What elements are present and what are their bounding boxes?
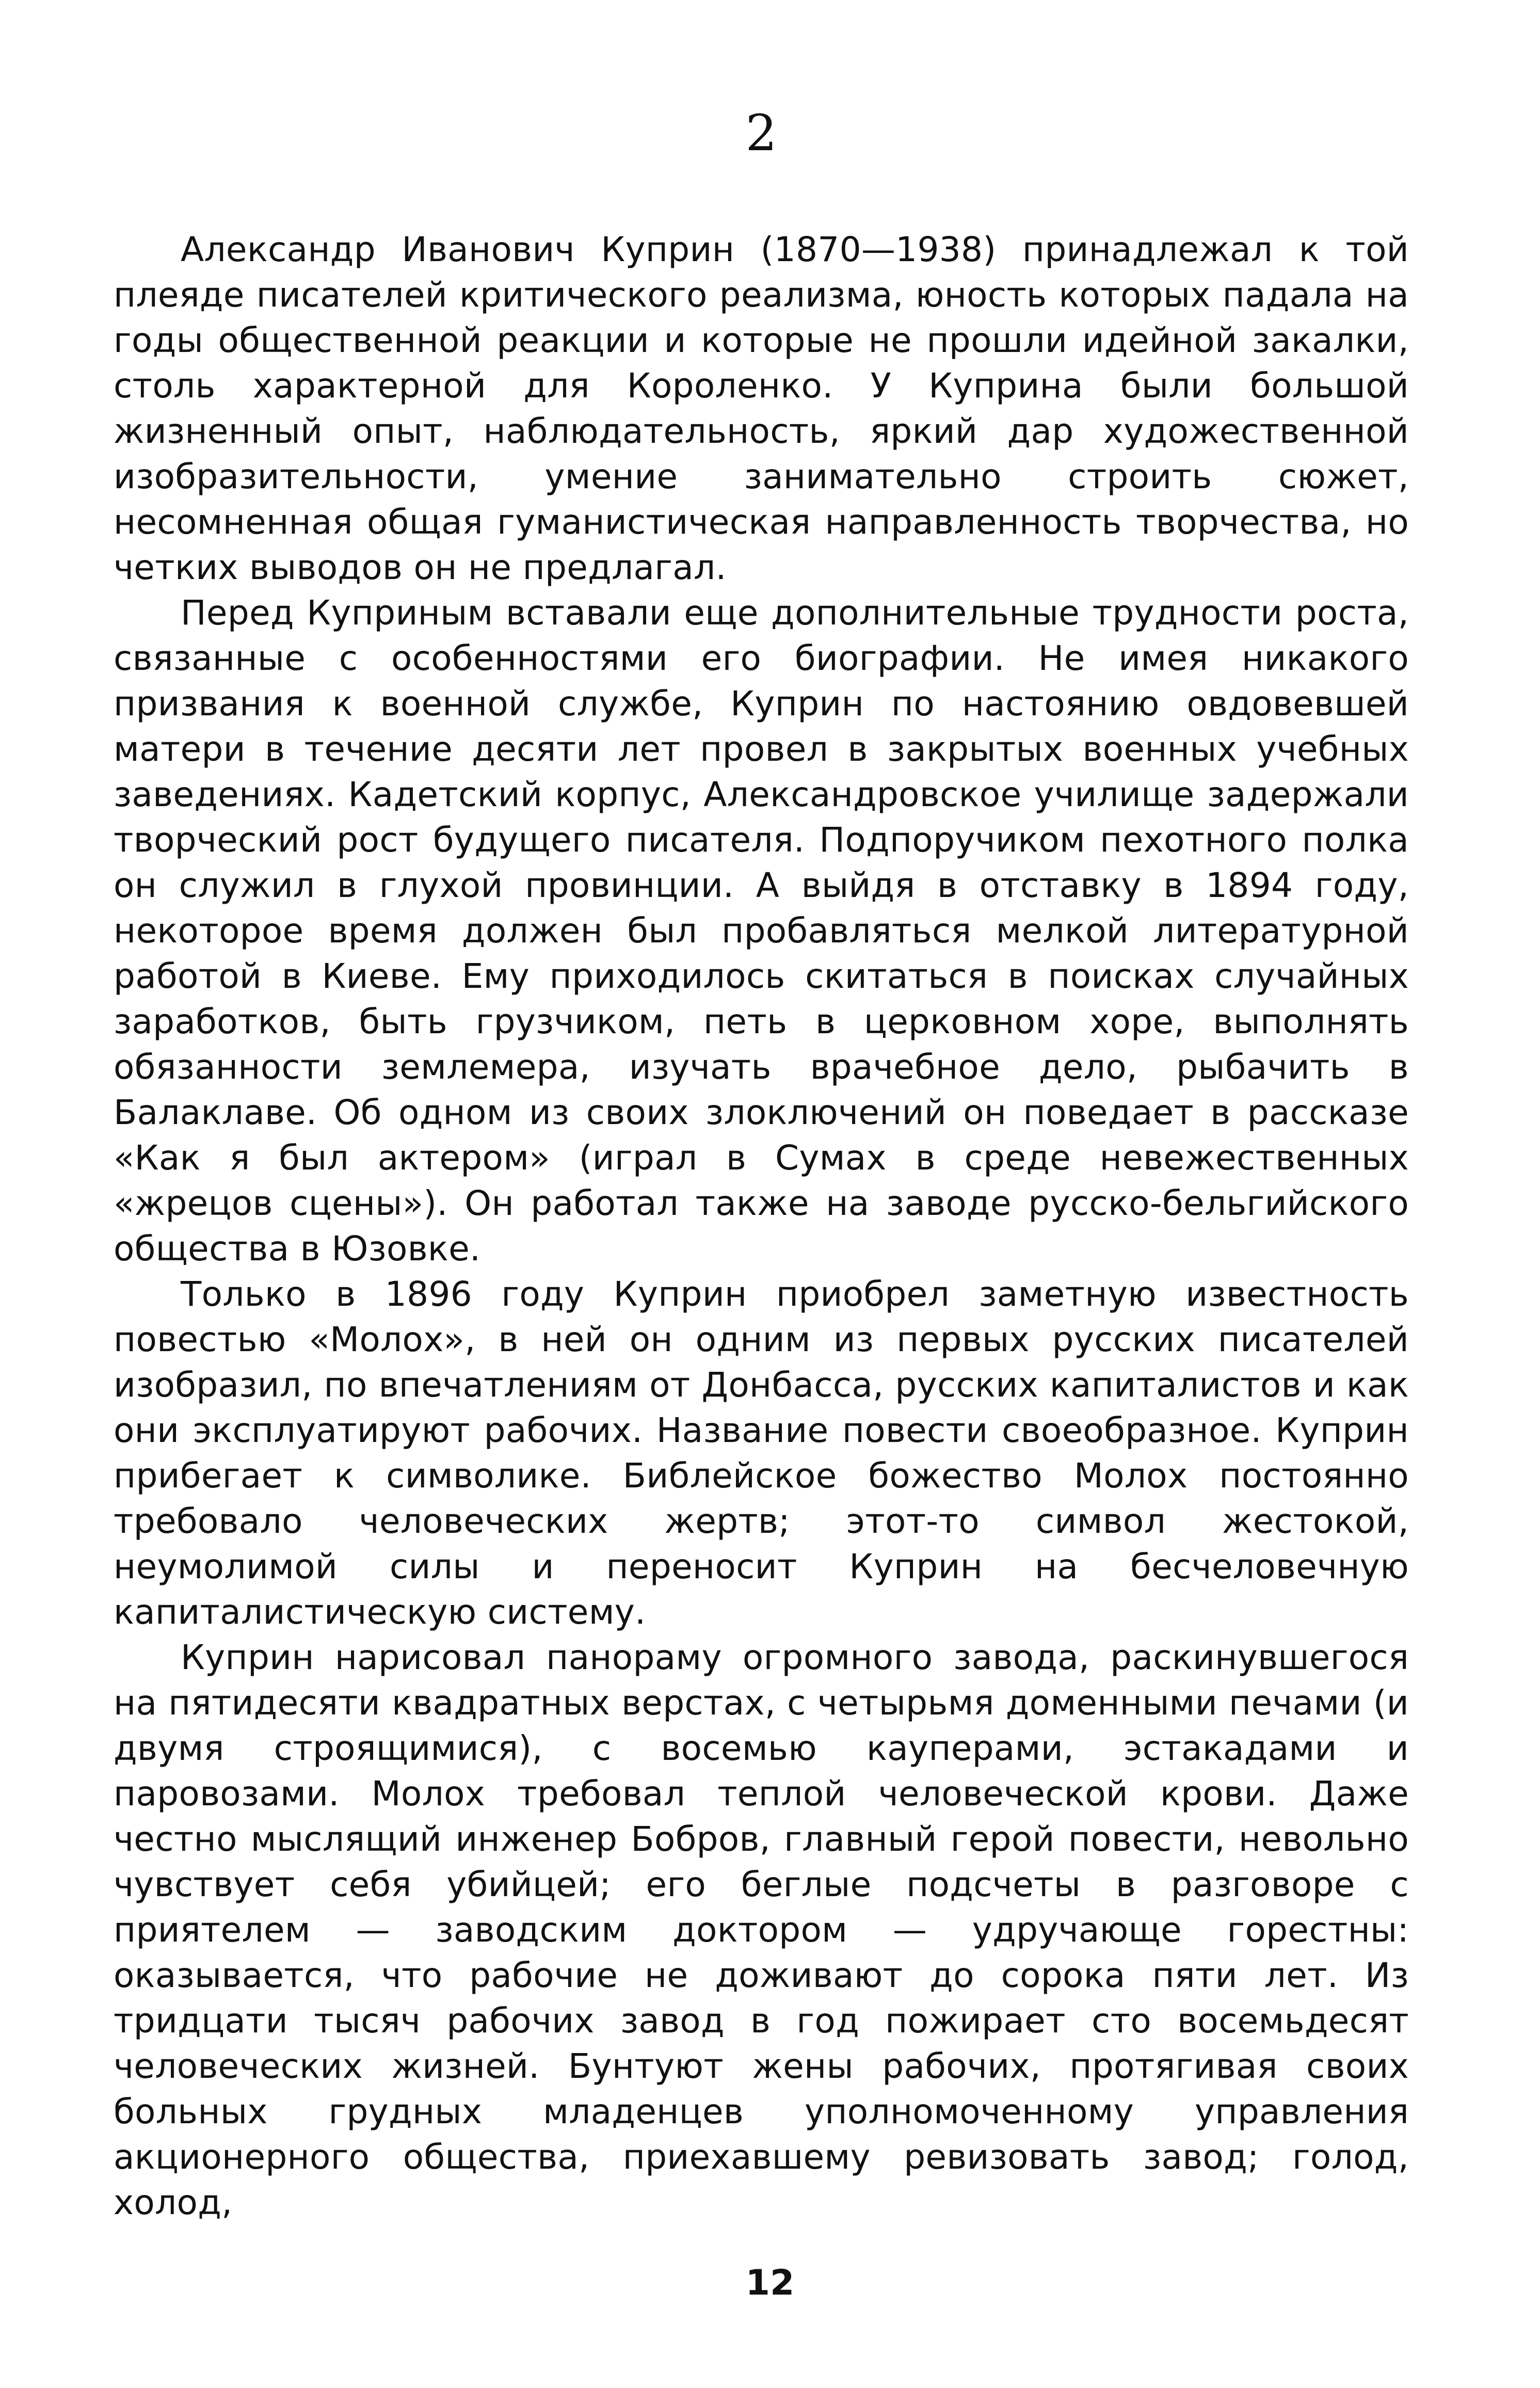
paragraph-3: Только в 1896 году Куприн приобрел заметную известность повестью «Молох», в ней он одним из первых русских писателей изобразил, по впечатлениям от Донбасса, русских капиталистов и как они эксплуатируют рабочих. Название повести своеобразное. Куприн прибегает к символике. Библейское божество Молох постоянно требовало человеческих жертв; этот-то символ жестокой, неумолимой силы и переносит Куприн на бесчеловечную капиталистическую систему. xyxy=(114,1274,1409,1632)
body-text xyxy=(114,227,1409,2225)
paragraph-1: Александр Иванович Куприн (1870—1938) принадлежал к той плеяде писателей критического реализма, юность которых падала на годы общественной реакции и которые не прошли идейной закалки, столь характерной для Короленко. У Куприна были большой жизненный опыт, наблюдательность, яркий дар художественной изобразительности, умение занимательно строить сюжет, несомненная общая гуманистическая направленность творчества, но четких выводов он не предлагал. xyxy=(114,230,1409,587)
paragraph-4: Куприн нарисовал панораму огромного завода, раскинувшегося на пятидесяти квадратных верстах, с четырьмя доменными печами (и двумя строящимися), с восемью кауперами, эстакадами и паровозами. Молох требовал теплой человеческой крови. Даже честно мыслящий инженер Бобров, главный герой повести, невольно чувствует себя убийцей; его беглые подсчеты в разговоре с приятелем — заводским доктором — удручающе горестны: оказывается, что рабочие не доживают до сорока пяти лет. Из тридцати тысяч рабочих завод в год пожирает сто восемьдесят человеческих жизней. Бунтуют жены рабочих, протягивая своих больных грудных младенцев уполномоченному управления акционерного общества, приехавшему ревизовать завод; голод, холод, xyxy=(114,1638,1409,2222)
paragraph-2: Перед Куприным вставали еще дополнительные трудности роста, связанные с особенностями его биографии. Не имея никакого призвания к военной службе, Куприн по настоянию овдовевшей матери в течение десяти лет провел в закрытых военных учебных заведениях. Кадетский корпус, Александровское училище задержали творческий рост будущего писателя. Подпоручиком пехотного полка он служил в глухой провинции. А выйдя в отставку в 1894 году, некоторое время должен был пробавляться мелкой литературной работой в Киеве. Ему приходилось скитаться в поисках случайных заработков, быть грузчиком, петь в церковном хоре, выполнять обязанности землемера, изучать врачебное дело, рыбачить в Балаклаве. Об одном из своих злоключений он поведает в рассказе «Как я был актером» (играл в Сумах в среде невежественных «жрецов сцены»). Он работал также на заводе русско-бельгийского общества в Юзовке. xyxy=(114,593,1409,1269)
page-number: 12 xyxy=(745,2263,795,2303)
section-number: 2 xyxy=(745,104,777,162)
document-page xyxy=(114,88,1409,2322)
